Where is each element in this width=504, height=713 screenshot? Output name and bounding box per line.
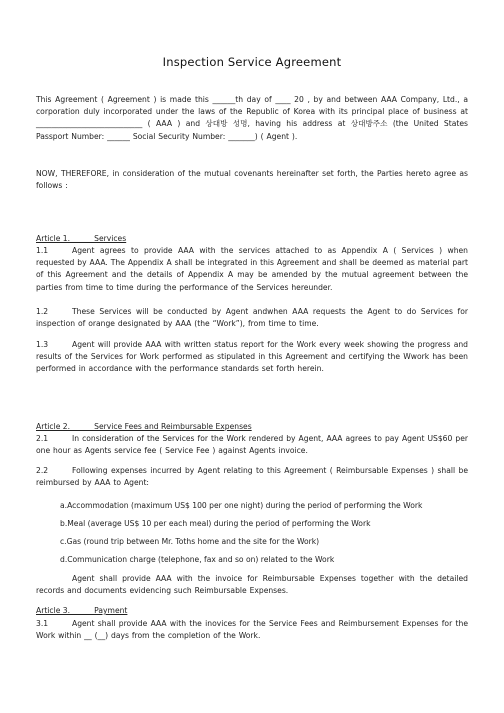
article-3-1-number: 3.1 — [36, 619, 49, 628]
article-2-1-text: In consideration of the Services for the Work rendered by Agent, AAA agrees to pay Agent US$60 per one hour as Agents service fee ( Service Fee ) against Agents invoice. — [36, 434, 468, 456]
article-1-3-text: Agent will provide AAA with written status report for the Work every week showing the progress and results of the Services for Work performed as stipulated in this Agreement and certifying the Wwork has been performed in accordance with the performance standards set forth herein. — [36, 340, 468, 374]
expense-item-accommodation: a.Accommodation (maximum US$ 100 per one night) during the period of performing the Work — [60, 501, 423, 510]
expense-item-communication: d.Communication charge (telephone, fax and so on) related to the Work — [60, 555, 335, 564]
article-1-2-number: 1.2 — [36, 307, 49, 316]
document-title: Inspection Service Agreement — [162, 55, 342, 69]
intro-paragraph: This Agreement ( Agreement ) is made this ______th day of ____ 20 , by and between AAA Company, Ltd., a corporation duly incorporated under the laws of the Republic of Korea with its principal place of business at ____________________________ ( AAA ) and 상대방 성명, having his address at 상대방주소 (the United States Passport Number: ______ Social Security Number: _______) ( Agent ). — [36, 95, 468, 141]
article-2-heading: Article 2. Service Fees and Reimbursable Expenses — [36, 422, 252, 431]
article-1-1-number: 1.1 — [36, 246, 49, 255]
article-3-1-paragraph — [36, 618, 468, 642]
expense-item-gas: c.Gas (round trip between Mr. Toths home and the site for the Work) — [60, 537, 320, 546]
article-1-2-text: These Services will be conducted by Agent andwhen AAA requests the Agent to do Services for inspection of orange designated by AAA (the “Work”), from time to time. — [36, 307, 468, 329]
expense-item-meal: b.Meal (average US$ 10 per each meal) during the period of performing the Work — [60, 519, 371, 528]
article-3-heading: Article 3. Payment — [36, 606, 128, 615]
article-2-2-number: 2.2 — [36, 466, 49, 475]
now-therefore-paragraph: NOW, THEREFORE, in consideration of the mutual covenants hereinafter set forth, the Parties hereto agree as follows : — [36, 169, 468, 191]
article-1-3-number: 1.3 — [36, 340, 49, 349]
article-2-2-text: Following expenses incurred by Agent relating to this Agreement ( Reimbursable Expenses ) shall be reimbursed by AAA to Agent: — [36, 466, 468, 488]
article-2-2-paragraph — [36, 465, 468, 489]
article-1-1-text: Agent agrees to provide AAA with the services attached to as Appendix A ( Services ) when requested by AAA. The Appendix A shall be integrated in this Agreement and shall be deemed as material part of this Agreement and the details of Appendix A may be amended by the mutual agreement between the parties from time to time during the performance of the Services hereunder. — [36, 246, 468, 292]
article-2-closing-paragraph — [36, 573, 468, 597]
article-2-1-number: 2.1 — [36, 434, 49, 443]
article-1-heading: Article 1. Services — [36, 234, 127, 243]
article-2-closing-text: Agent shall provide AAA with the invoice for Reimbursable Expenses together with the detailed records and documents evidencing such Reimbursable Expenses. — [36, 574, 468, 596]
article-3-1-text: Agent shall provide AAA with the inovices for the Service Fees and Reimbursement Expenses for the Work within __ (__) days from the completion of the Work. — [36, 619, 468, 641]
article-1-3-paragraph — [36, 339, 468, 376]
article-2-1-paragraph — [36, 433, 468, 457]
article-1-2-paragraph — [36, 306, 468, 330]
article-1-1-paragraph — [36, 245, 468, 294]
